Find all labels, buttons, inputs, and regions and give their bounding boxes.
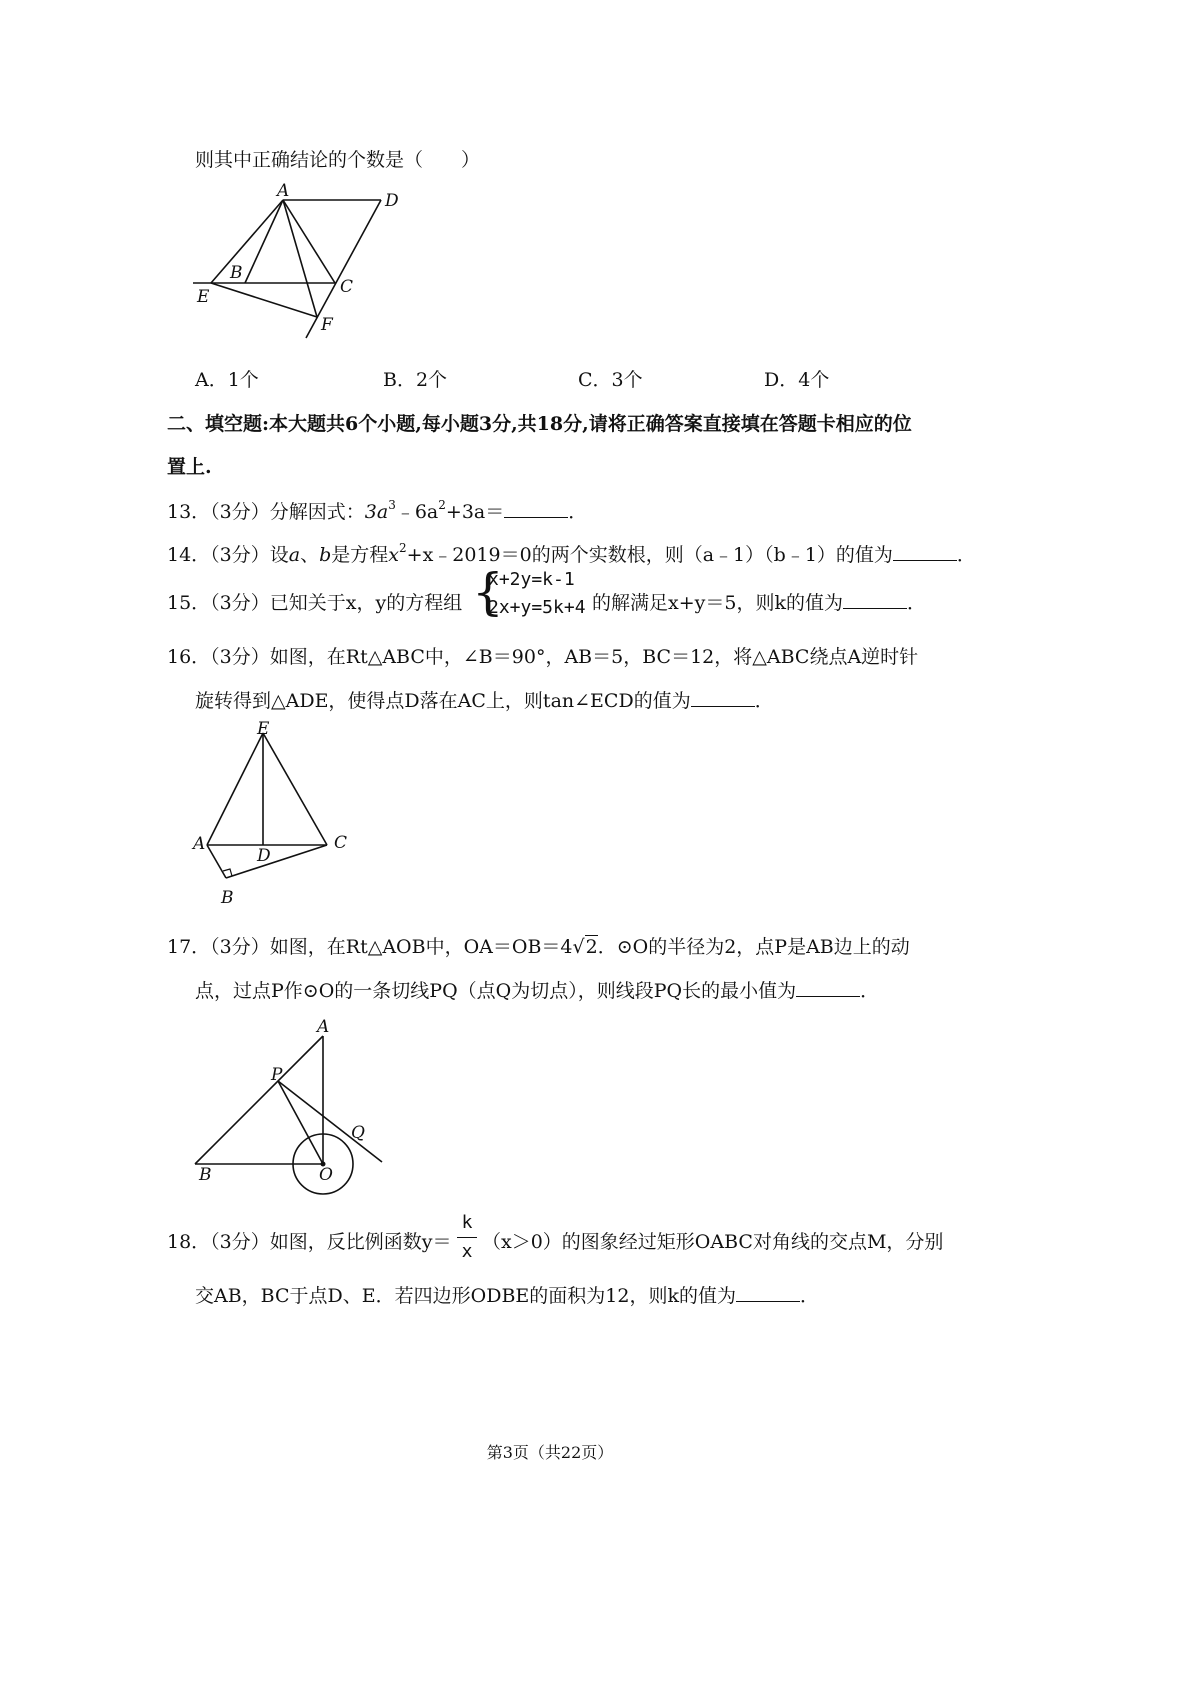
question-15-prefix: 15．（3分）已知关于x，y的方程组 — [167, 592, 463, 614]
question-18-line1-rest: （x＞0）的图象经过矩形OABC对角线的交点M，分别 — [482, 1231, 944, 1253]
q17-label-p: P — [271, 1065, 283, 1085]
q12-option-a: A．1个 — [195, 369, 259, 391]
q12-option-d: D．4个 — [764, 369, 830, 391]
answer-blank-16[interactable] — [691, 690, 755, 707]
answer-blank-18[interactable] — [736, 1285, 800, 1302]
q17-label-b: B — [199, 1165, 212, 1185]
answer-blank-17[interactable] — [796, 980, 860, 997]
q17-figure — [185, 1014, 390, 1196]
q12-option-b: B．2个 — [383, 369, 448, 391]
question-14: 14．（3分）设a、b是方程$x^2+x﹣2019=0$的两个实数根，则（a﹣1）（b﹣1）的值为 ． — [167, 541, 976, 566]
system-brace: { — [472, 563, 504, 621]
question-17-line1: 17．（3分）如图，在Rt△AOB中，OA＝OB＝4√2．⊙O的半径为2，点P是AB边上的动 — [167, 936, 910, 958]
question-18-line2: 交AB，BC于点D、E．若四边形ODBE的面积为12，则k的值为 ． — [195, 1285, 819, 1307]
q12-figure — [185, 180, 415, 345]
q16-label-b: B — [221, 888, 234, 908]
section-heading-cont: 置上. — [167, 456, 212, 478]
fraction-numerator: k — [461, 1212, 473, 1233]
q16-label-c: C — [334, 833, 348, 853]
page-footer: 第3页（共22页） — [486, 1443, 614, 1462]
q12-option-c: C．3个 — [578, 369, 643, 391]
question-15-suffix: 的解满足x+y＝5，则k的值为 ． — [592, 592, 926, 614]
q12-label-d: D — [385, 191, 399, 211]
q12-label-a: A — [277, 181, 290, 201]
q17-label-o: O — [319, 1165, 333, 1185]
q16-label-e: E — [257, 719, 270, 739]
q12-label-f: F — [321, 315, 333, 335]
question-13: 13．（3分）分解因式：$3a^3﹣6a^2+3a=$ ． — [167, 498, 588, 523]
system-eq2: 2x+y=5k+4 — [488, 597, 586, 618]
fraction-bar — [457, 1237, 477, 1238]
q12-label-c: C — [340, 277, 354, 297]
answer-blank-14[interactable] — [893, 544, 957, 561]
section-heading: 二、填空题:本大题共6个小题,每小题3分,共18分,请将正确答案直接填在答题卡相应的位 — [167, 413, 912, 435]
answer-blank-15[interactable] — [843, 592, 907, 609]
question-17-line2: 点，过点P作⊙O的一条切线PQ（点Q为切点），则线段PQ长的最小值为 ． — [195, 980, 880, 1002]
answer-blank-13[interactable] — [504, 501, 568, 518]
q17-label-a: A — [317, 1017, 330, 1037]
q12-stem: 则其中正确结论的个数是（ ） — [195, 149, 481, 171]
question-18-prefix: 18．（3分）如图，反比例函数y＝ — [167, 1231, 452, 1253]
question-16-line1: 16．（3分）如图，在Rt△ABC中，∠B＝90°，AB＝5，BC＝12，将△ABC绕点A逆时针 — [167, 646, 919, 668]
fraction-denominator: x — [461, 1241, 473, 1262]
q12-label-e: E — [197, 287, 210, 307]
q16-label-d: D — [257, 846, 271, 866]
q12-label-b: B — [230, 263, 243, 283]
q17-label-q: Q — [351, 1123, 365, 1143]
q16-figure — [185, 718, 365, 910]
question-16-line2: 旋转得到△ADE，使得点D落在AC上，则tan∠ECD的值为 ． — [195, 690, 774, 712]
q16-label-a: A — [193, 834, 206, 854]
system-eq1: x+2y=k-1 — [488, 569, 575, 590]
